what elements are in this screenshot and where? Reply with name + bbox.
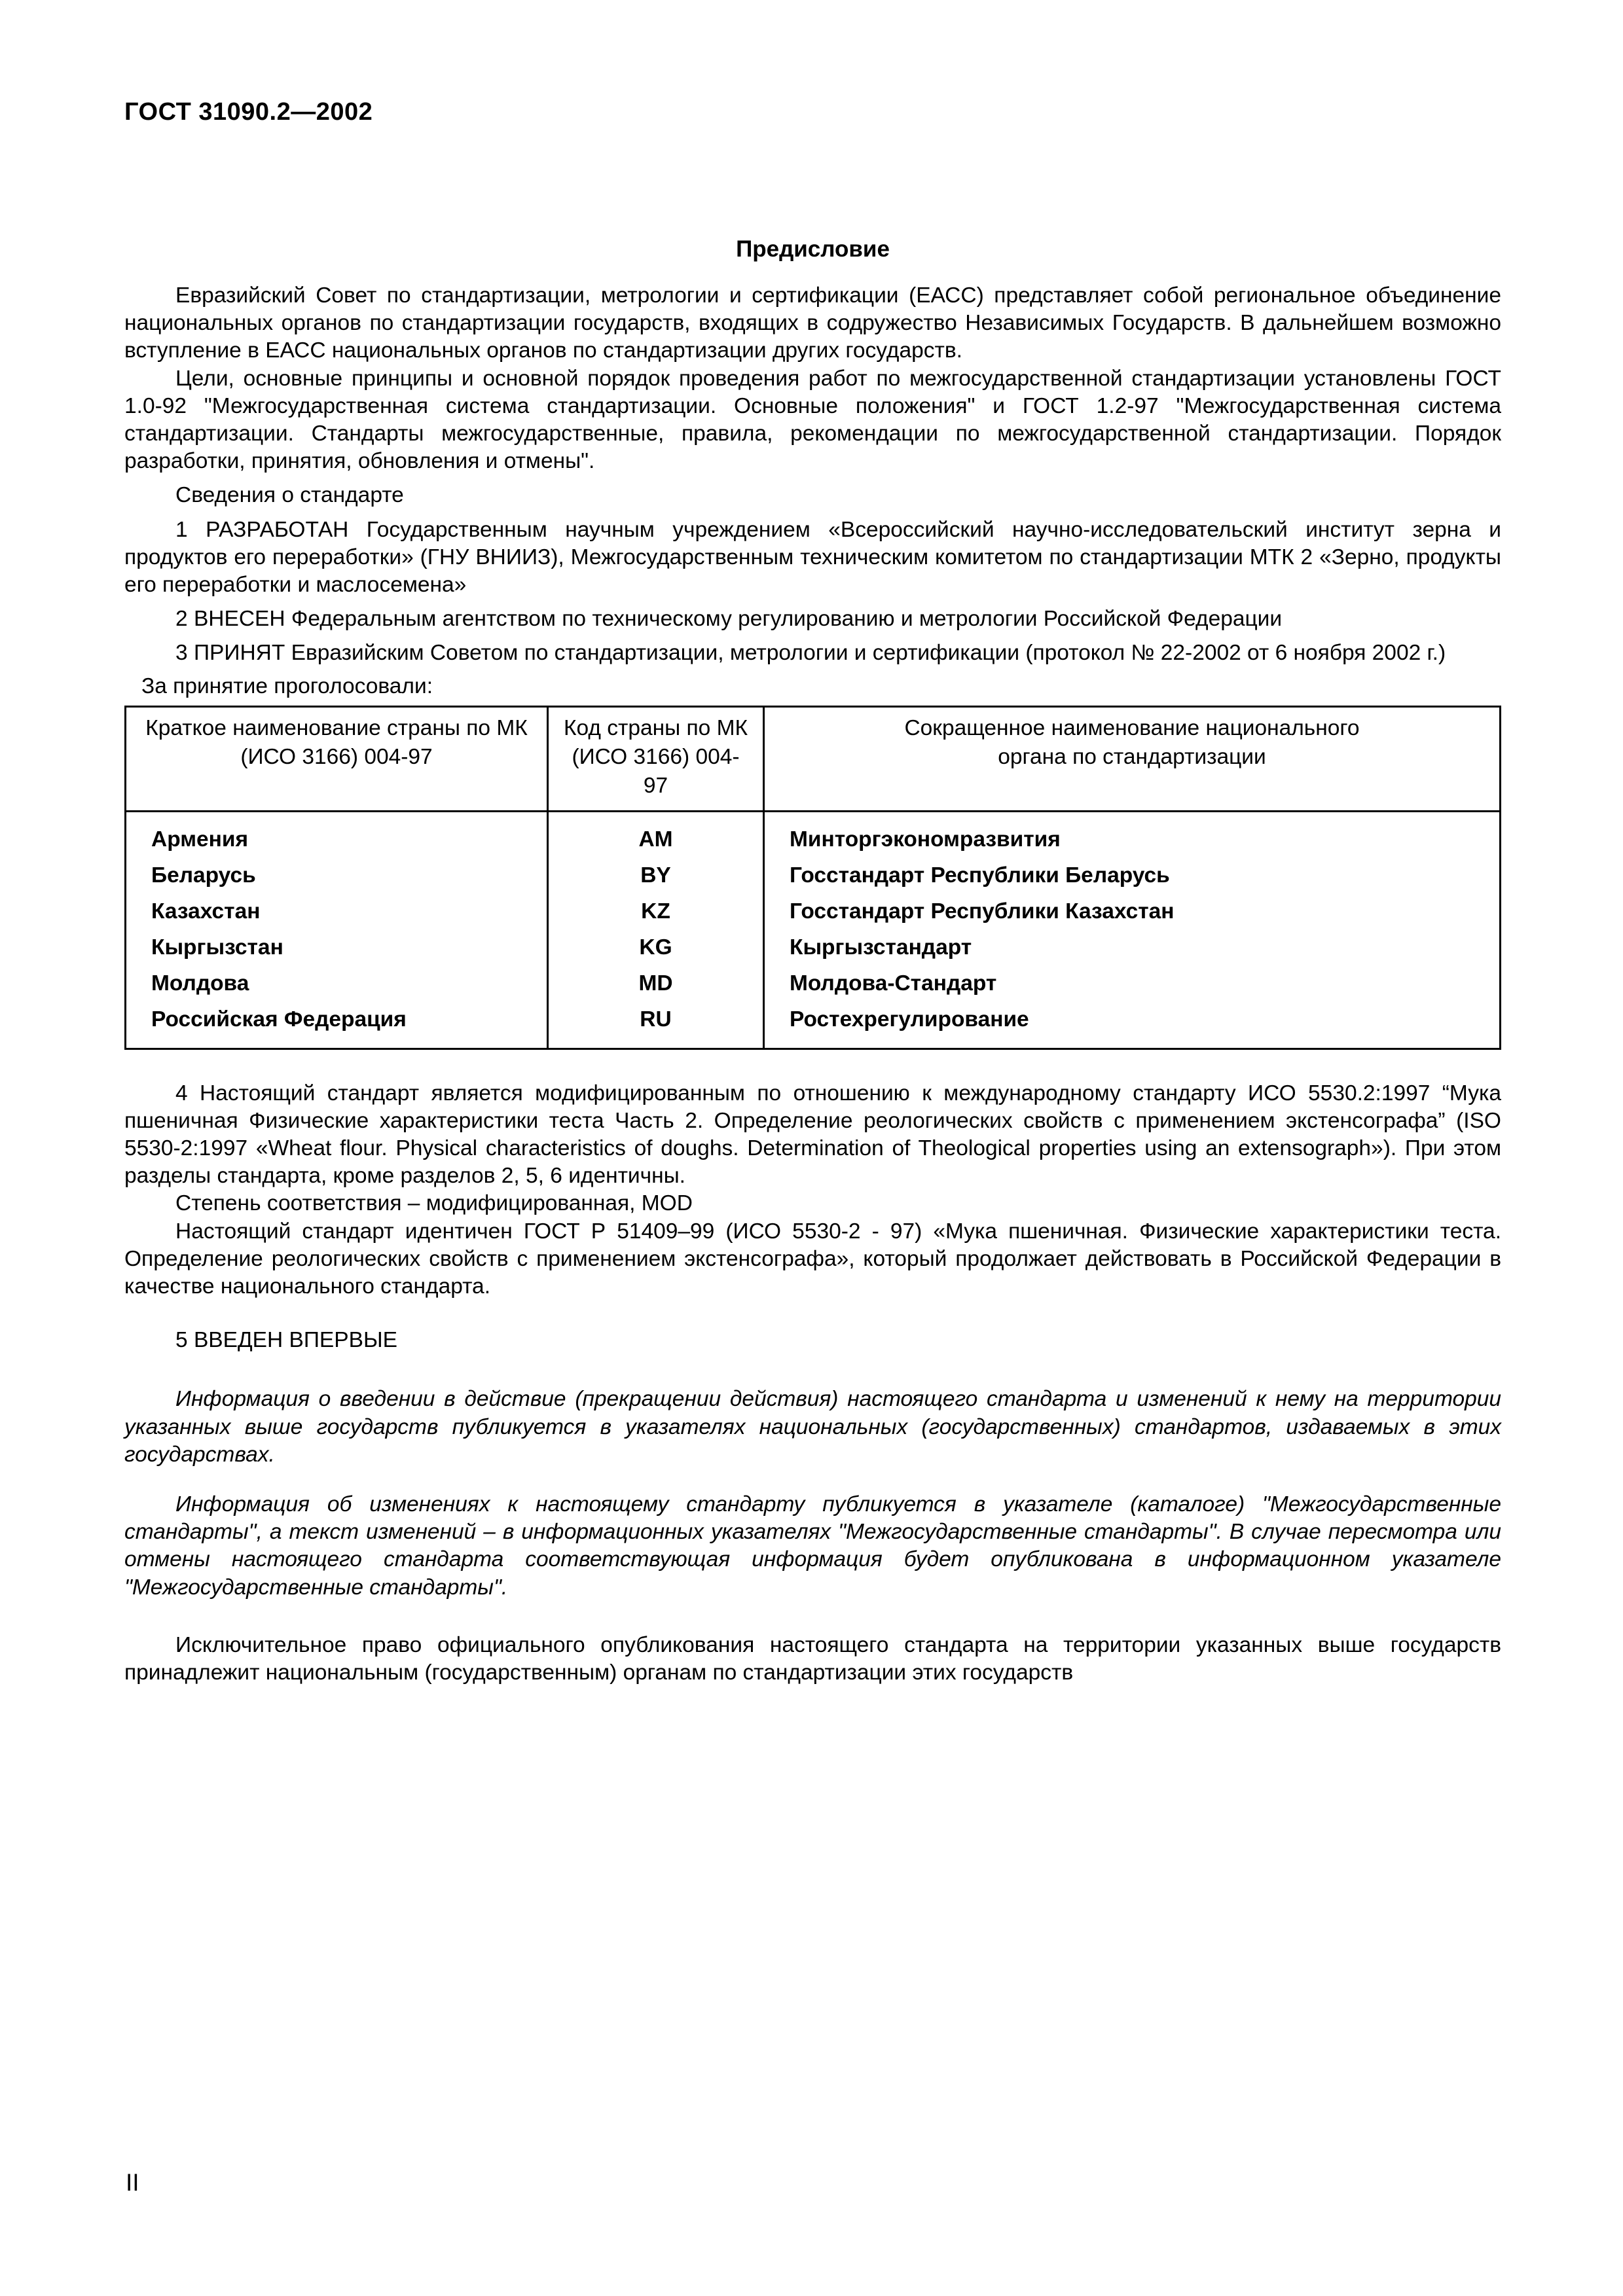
col-header-code: Код страны по МК (ИСО 3166) 004-97: [548, 706, 764, 811]
table-row: [126, 893, 1501, 929]
cell-code: KZ: [548, 893, 764, 929]
cell-org: Молдова-Стандарт: [764, 965, 1501, 1001]
item-4-modified: 4 Настоящий стандарт является модифицированным по отношению к международному стандарту ИСО 5530.2:1997 “Мука пшеничная Физические характеристики теста Часть 2. Определение реологических свойств с применением экстенсографа” (ISO 5530-2:1997 «Wheat flour. Physical characteristics of doughs. Determination of Theological properties using an extensograph»). При этом разделы стандарта, кроме разделов 2, 5, 6 идентичны.: [124, 1081, 1501, 1189]
vote-lead: За принятие проголосовали:: [141, 673, 433, 698]
cell-country: Кыргызстан: [126, 929, 548, 965]
cell-code: KG: [548, 929, 764, 965]
cell-country: Российская Федерация: [126, 1001, 548, 1049]
page-title: Предисловие: [736, 236, 890, 262]
cell-country: Молдова: [126, 965, 548, 1001]
cell-country: Армения: [126, 811, 548, 857]
paragraph-identical-standard: Настоящий стандарт идентичен ГОСТ Р 51409–99 (ИСО 5530-2 - 97) «Мука пшеничная. Физические характеристики теста. Определение реологических свойств с применением экстенсографа», который продолжает действовать в Российской Федерации в качестве национального стандарта.: [124, 1219, 1501, 1299]
cell-code: RU: [548, 1001, 764, 1049]
table-row: [126, 857, 1501, 893]
paragraph-goals: Цели, основные принципы и основной порядок проведения работ по межгосударственной стандартизации установлены ГОСТ 1.0-92 "Межгосударственная система стандартизации. Основные положения" и ГОСТ 1.2-97 "Межгосударственная система стандартизации. Стандарты межгосударственные, правила, рекомендации по межгосударственной стандартизации. Порядок разработки, принятия, обновления и отмены".: [124, 366, 1501, 474]
table-row: [126, 811, 1501, 857]
cell-country: Казахстан: [126, 893, 548, 929]
item-1-developed: 1 РАЗРАБОТАН Государственным научным учреждением «Всероссийский научно-исследовательский институт зерна и продуктов его переработки» (ГНУ ВНИИЗ), Межгосударственным техническим комитетом по стандартизации МТК 2 «Зерно, продукты его переработки и маслосемена»: [124, 517, 1501, 598]
notice-amendments: Информация об изменениях к настоящему стандарту публикуется в указателе (каталоге) "Межгосударственные стандарты", а текст изменений – в информационных указателях "Межгосударственные стандарты". В случае пересмотра или отмены настоящего стандарта соответствующая информация будет опубликована в информационном указателе "Межгосударственные стандарты".: [124, 1492, 1501, 1600]
notice-enactment: Информация о введении в действие (прекращении действия) настоящего стандарта и изменений к нему на территории указанных выше государств публикуется в указателях национальных (государственных) стандартов, издаваемых в этих государствах.: [124, 1387, 1501, 1467]
cell-org: Минторгэкономразвития: [764, 811, 1501, 857]
item-3-adopted: 3 ПРИНЯТ Евразийским Советом по стандартизации, метрологии и сертификации (протокол № 22-2002 от 6 ноября 2002 г.): [175, 641, 1446, 666]
vote-table: [124, 706, 1501, 1050]
table-header-row: [126, 706, 1501, 811]
standard-info-heading: Сведения о стандарте: [175, 483, 404, 508]
cell-org: Ростехрегулирование: [764, 1001, 1501, 1049]
cell-code: AM: [548, 811, 764, 857]
cell-org: Госстандарт Республики Беларусь: [764, 857, 1501, 893]
table-row: [126, 965, 1501, 1001]
col-header-org: Сокращенное наименование национального органа по стандартизации: [764, 706, 1501, 811]
item-5-introduced: 5 ВВЕДЕН ВПЕРВЫЕ: [175, 1328, 397, 1353]
paragraph-compliance-degree: Степень соответствия – модифицированная, MOD: [175, 1191, 693, 1216]
page-number: II: [126, 2169, 139, 2196]
doc-number: ГОСТ 31090.2—2002: [124, 98, 373, 126]
paragraph-easc-intro: Евразийский Совет по стандартизации, метрологии и сертификации (ЕАСС) представляет собой региональное объединение национальных органов по стандартизации государств, входящих в содружество Независимых Государств. В дальнейшем возможно вступление в ЕАСС национальных органов по стандартизации других государств.: [124, 283, 1501, 363]
paragraph-exclusive-right: Исключительное право официального опубликования настоящего стандарта на территории указанных выше государств принадлежит национальным (государственным) органам по стандартизации этих государств: [124, 1632, 1501, 1685]
cell-country: Беларусь: [126, 857, 548, 893]
col-header-country: Краткое наименование страны по МК (ИСО 3166) 004-97: [126, 706, 548, 811]
cell-org: Госстандарт Республики Казахстан: [764, 893, 1501, 929]
cell-org: Кыргызстандарт: [764, 929, 1501, 965]
item-2-submitted: 2 ВНЕСЕН Федеральным агентством по техническому регулированию и метрологии Российской Федерации: [175, 607, 1283, 632]
table-row: [126, 1001, 1501, 1049]
cell-code: BY: [548, 857, 764, 893]
table-row: [126, 929, 1501, 965]
cell-code: MD: [548, 965, 764, 1001]
